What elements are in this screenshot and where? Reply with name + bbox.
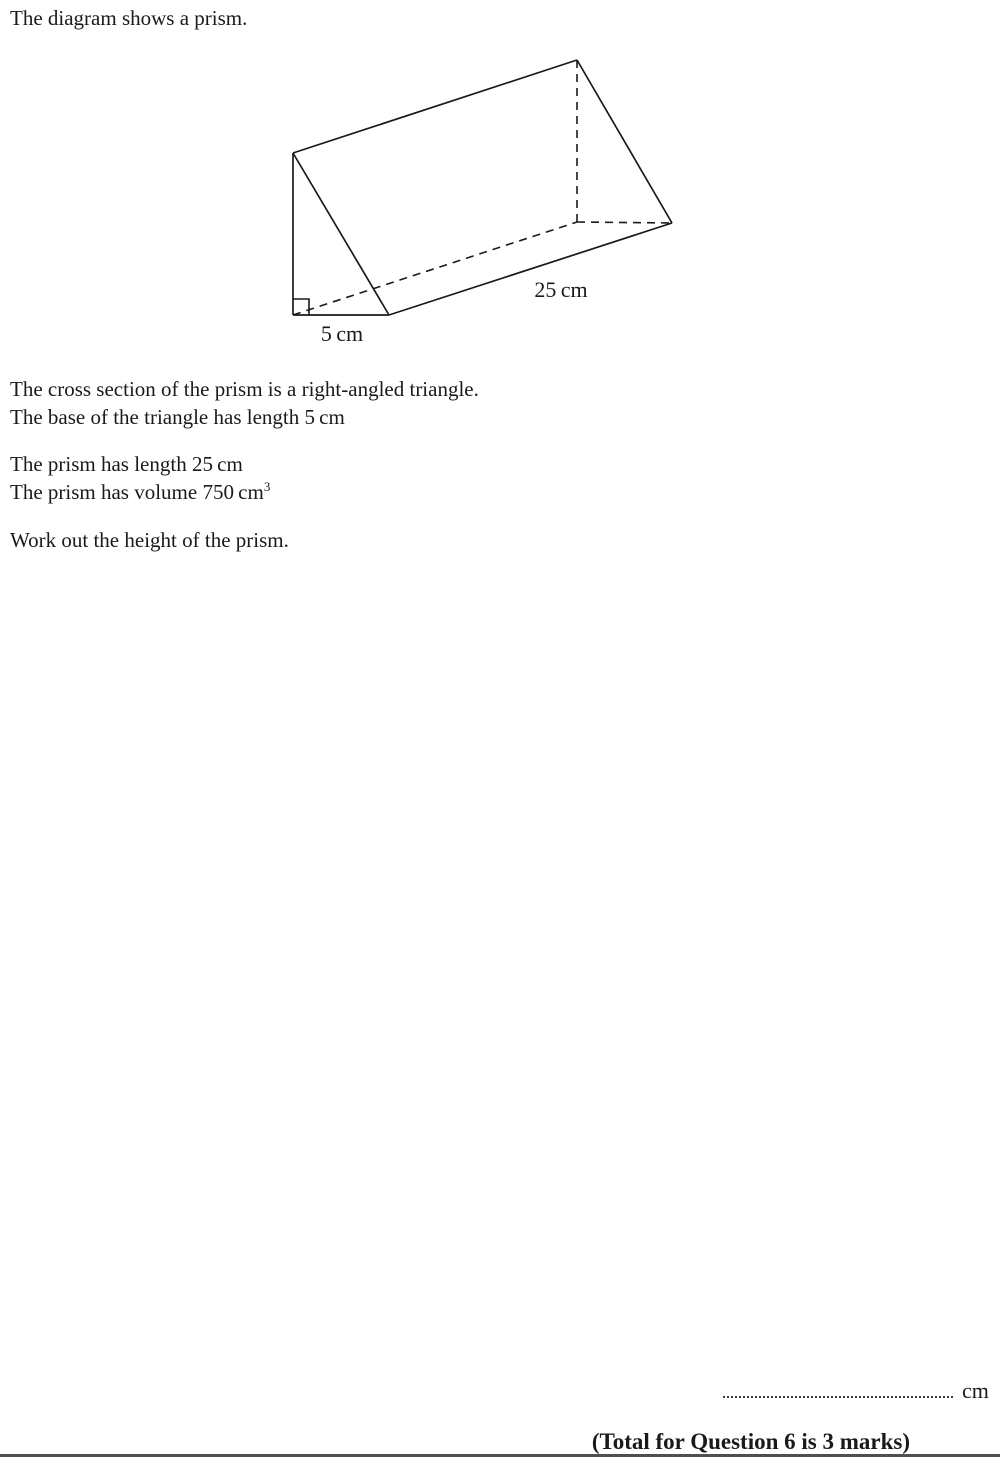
- prism-volume-value: The prism has volume 750 cm: [10, 480, 264, 504]
- task-text: Work out the height of the prism.: [10, 528, 289, 552]
- right-angle-marker: [293, 299, 309, 315]
- intro-text: The diagram shows a prism.: [10, 6, 248, 30]
- prism-solid-edges: [293, 60, 672, 315]
- answer-unit-label: cm: [962, 1378, 989, 1403]
- volume-exponent: 3: [263, 479, 271, 494]
- total-marks-text: (Total for Question 6 is 3 marks): [591, 1429, 910, 1454]
- footer-divider: [0, 1454, 1000, 1457]
- prism-length-label: 25 cm: [534, 277, 588, 302]
- cross-section-text: The cross section of the prism is a right-angled triangle.: [10, 377, 479, 401]
- triangle-base-text: The base of the triangle has length 5 cm: [10, 405, 345, 429]
- prism-diagram: [0, 0, 1000, 380]
- triangle-base-label: 5 cm: [320, 321, 364, 346]
- prism-length-text: The prism has length 25 cm: [10, 452, 243, 476]
- prism-volume-text: [10, 478, 270, 506]
- prism-hidden-edges: [293, 60, 672, 315]
- answer-dotted-line: [723, 1386, 953, 1398]
